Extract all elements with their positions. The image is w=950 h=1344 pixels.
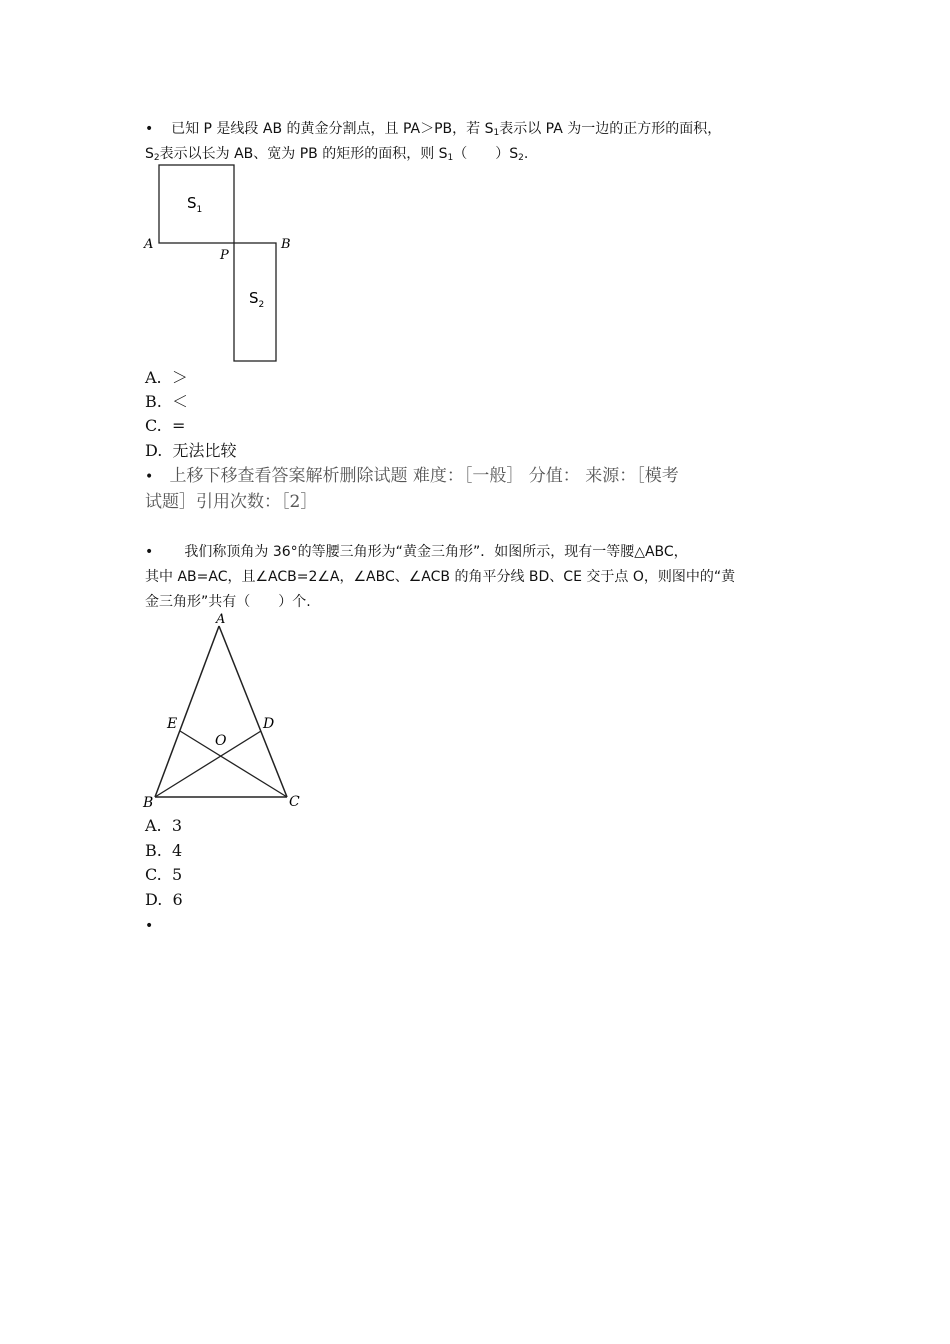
q2-stem-line1: • 我们称顶角为 36°的等腰三角形为“黄金三角形”．如图所示，现有一等腰△ABC， [145,544,688,560]
label-a: A [216,612,226,627]
q1-stem-line1: • 已知 P 是线段 AB 的黄金分割点，且 PA＞PB，若 $S_1$表示以 PA 为一边的正方形的面积， [145,121,722,138]
label-p: P [220,248,229,263]
label-s1: $S_1$ [187,194,203,215]
option-b[interactable]: B. 4 [145,841,183,860]
option-a[interactable]: A. ＞ [145,368,188,387]
label-b: B [281,237,291,252]
bisector-ce [180,731,287,797]
question-actions[interactable]: 上移下移查看答案解析删除试题 难度：［一般］ 分值： 来源：［模考 [169,466,679,486]
golden-section-figure [140,160,300,370]
side-ab [155,626,219,797]
bisector-bd [155,731,261,797]
label-e: E [167,716,178,732]
q2-stem-line2: 其中 AB=AC，且∠ACB=2∠A，∠ABC、∠ACB 的角平分线 BD、CE 交于点 O，则图中的“黄 [145,569,736,585]
option-b[interactable]: B. ＜ [145,392,189,411]
label-d: D [263,716,275,732]
side-ac [219,626,287,797]
label-b: B [143,795,154,811]
option-c[interactable]: C. = [145,416,186,435]
q2-stem-line3: 金三角形”共有（ ）个. [145,594,311,610]
trailing-bullet: • [145,918,154,934]
option-d[interactable]: D. 无法比较 [145,441,237,460]
label-o: O [215,733,227,749]
q1-meta-line2: 试题］引用次数：［2］ [145,492,318,512]
label-c: C [289,794,300,810]
label-s2: $S_2$ [249,289,265,310]
bullet: • [145,121,154,137]
label-a: A [144,237,154,252]
q1-meta-line1: • 上移下移查看答案解析删除试题 难度：［一般］ 分值： 来源：［模考 [145,466,679,486]
option-c[interactable]: C. 5 [145,865,183,884]
option-a[interactable]: A. 3 [145,816,182,835]
q1-stem-line2: $S_2$表示以长为 AB、宽为 PB 的矩形的面积，则 $S_1$（ ）$S_2$. [145,146,529,163]
option-d[interactable]: D. 6 [145,890,183,909]
golden-triangle-figure [140,608,310,812]
bullet: • [145,544,154,560]
